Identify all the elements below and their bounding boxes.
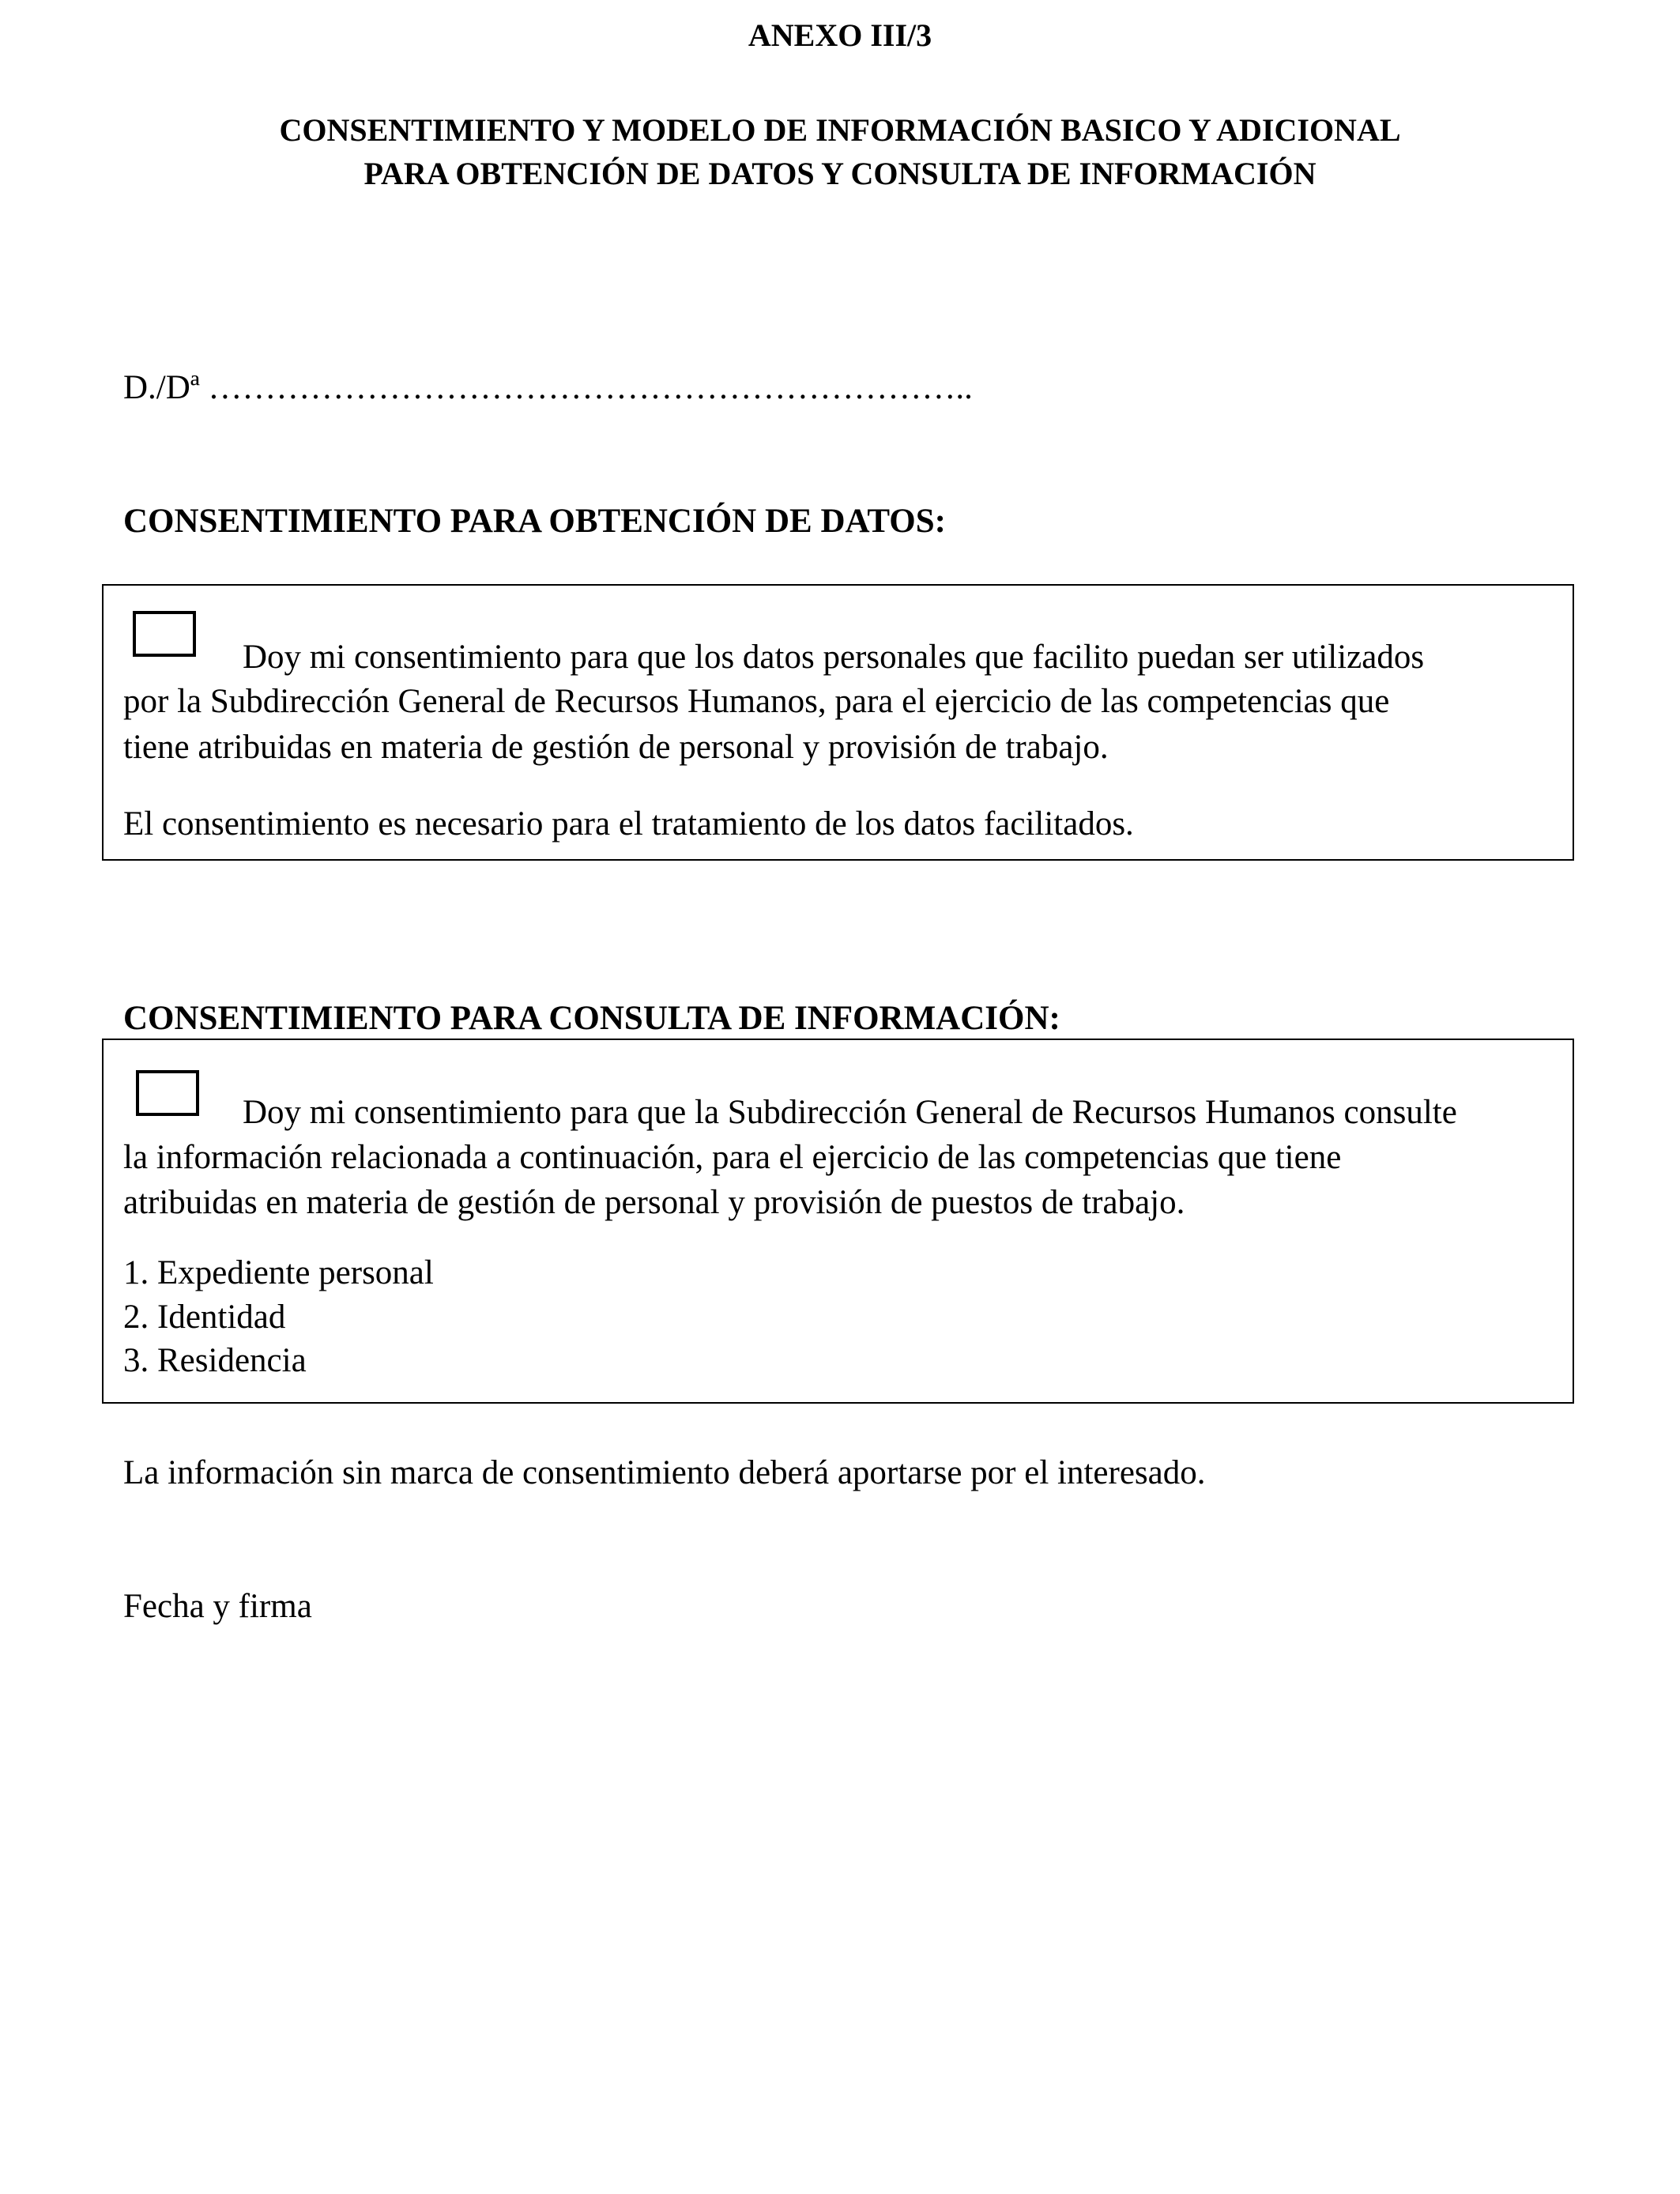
data-consent-text-line-1: Doy mi consentimiento para que los datos personales que facilito puedan ser utilizados	[243, 639, 1425, 676]
consult-item: 3. Residencia	[123, 1342, 307, 1379]
consult-consent-heading: CONSENTIMIENTO PARA CONSULTA DE INFORMACIÓN:	[123, 1000, 1060, 1037]
document-title-line-2: PARA OBTENCIÓN DE DATOS Y CONSULTA DE INFORMACIÓN	[363, 156, 1317, 191]
data-consent-note: El consentimiento es necesario para el tratamiento de los datos facilitados.	[123, 805, 1134, 843]
data-consent-heading: CONSENTIMIENTO PARA OBTENCIÓN DE DATOS:	[123, 503, 946, 540]
applicant-name-field[interactable]: D./Dª …………………………………………………………..	[123, 369, 973, 406]
date-signature-label: Fecha y firma	[123, 1588, 312, 1625]
document-title-line-1: CONSENTIMIENTO Y MODELO DE INFORMACIÓN BASICO Y ADICIONAL	[279, 112, 1401, 148]
consult-item: 2. Identidad	[123, 1299, 286, 1336]
consult-consent-text-line-2: la información relacionada a continuación, para el ejercicio de las competencias que tiene	[123, 1139, 1342, 1176]
consult-consent-text-line-1: Doy mi consentimiento para que la Subdirección General de Recursos Humanos consulte	[243, 1094, 1457, 1131]
consult-consent-checkbox[interactable]	[136, 1070, 199, 1116]
missing-consent-note: La información sin marca de consentimiento deberá aportarse por el interesado.	[123, 1454, 1206, 1491]
data-consent-text-line-2: por la Subdirección General de Recursos Humanos, para el ejercicio de las competencias que	[123, 683, 1390, 720]
data-consent-text-line-3: tiene atribuidas en materia de gestión de personal y provisión de trabajo.	[123, 729, 1109, 766]
annex-title: ANEXO III/3	[748, 17, 932, 53]
data-consent-checkbox[interactable]	[133, 611, 196, 657]
consult-item: 1. Expediente personal	[123, 1254, 434, 1291]
consult-consent-text-line-3: atribuidas en materia de gestión de personal y provisión de puestos de trabajo.	[123, 1184, 1185, 1221]
